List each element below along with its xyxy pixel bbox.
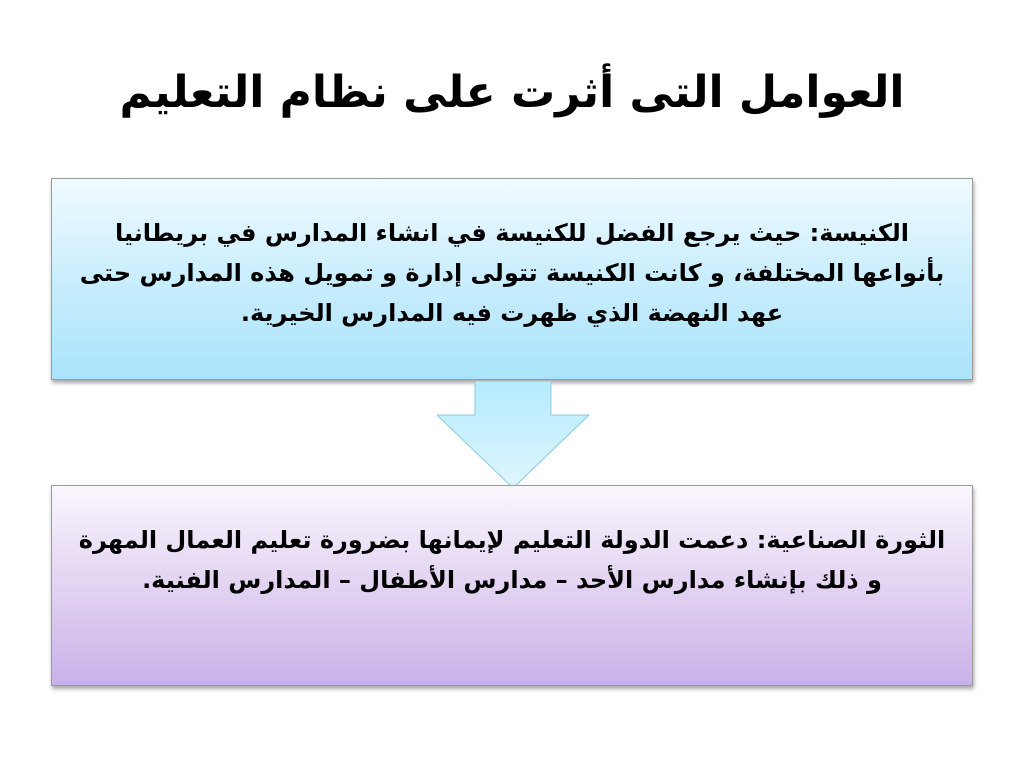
industrial-revolution-box [51, 485, 973, 686]
church-factor-text: الكنيسة: حيث يرجع الفضل للكنيسة في انشاء المدارس في بريطانيا بأنواعها المختلفة، و كانت الكنيسة تتولى إدارة و تمويل هذه المدارس حتى عهد النهضة الذي ظهرت فيه المدارس الخيرية. [79, 219, 945, 327]
down-arrow-icon [437, 381, 589, 489]
church-factor-box [51, 178, 973, 380]
industrial-revolution-text: الثورة الصناعية: دعمت الدولة التعليم لإيمانها بضرورة تعليم العمال المهرة و ذلك بإنشاء مدارس الأحد – مدارس الأطفال – المدارس الفنية. [78, 526, 946, 594]
slide-title: العوامل التى أثرت على نظام التعليم [119, 67, 905, 118]
